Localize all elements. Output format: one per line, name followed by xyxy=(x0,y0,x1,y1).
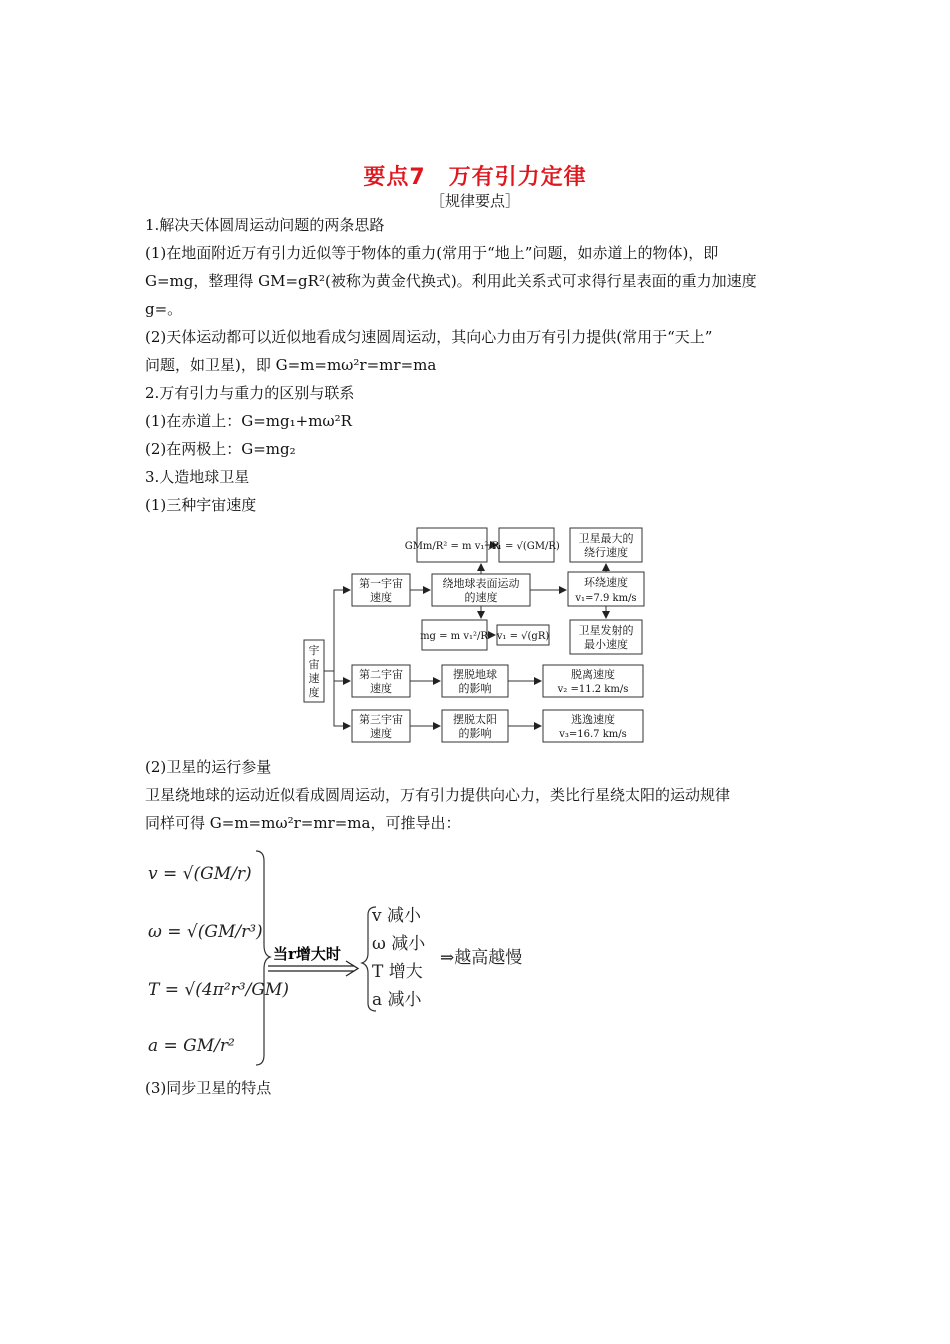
section-subtitle: ［规律要点］ xyxy=(429,192,520,210)
second-label: 第二宇宙 xyxy=(359,668,403,681)
orbit-speed-value: v₁=7.9 km/s xyxy=(575,593,637,604)
escape-sun-label: 摆脱太阳 xyxy=(453,713,497,726)
result-v: v 减小 xyxy=(372,906,422,926)
condition-label: 当r增大时 xyxy=(273,945,341,963)
paragraph-line: (1)在赤道上：G=mg₁+mω²R xyxy=(145,412,352,430)
orbit-speed-label: 环绕速度 xyxy=(584,576,628,589)
flee-speed-value: v₃=16.7 km/s xyxy=(559,729,627,740)
paragraph-line: g=。 xyxy=(145,300,183,318)
eq-accel: a = GM/r² xyxy=(148,1036,235,1056)
formula-v1-gr: v₁ = √(gR) xyxy=(496,631,550,642)
paragraph-line: (2)卫星的运行参量 xyxy=(145,758,272,776)
right-brace xyxy=(256,851,270,1065)
root-label: 宇 xyxy=(308,644,320,657)
orbit-surface-label: 绕地球表面运动 xyxy=(442,577,520,590)
result-accel: a 减小 xyxy=(372,990,422,1010)
escape-sun-label: 的影响 xyxy=(458,727,492,740)
third-label: 第三宇宙 xyxy=(359,713,403,726)
paragraph-line: 问题，如卫星)，即 G=m=mω²r=mr=ma xyxy=(145,356,437,374)
paragraph-line: 卫星绕地球的运动近似看成圆周运动，万有引力提供向心力，类比行星绕太阳的运动规律 xyxy=(145,786,731,804)
eq-omega: ω = √(GM/r³) xyxy=(148,922,263,942)
root-label: 度 xyxy=(308,686,320,699)
heading-2: 2.万有引力与重力的区别与联系 xyxy=(145,384,355,402)
max-orbit-label: 绕行速度 xyxy=(584,546,628,559)
heading-1: 1.解决天体圆周运动问题的两条思路 xyxy=(145,216,385,234)
formula-gm: GMm/R² = m v₁²/R xyxy=(404,541,500,552)
paragraph-line: (1)在地面附近万有引力近似等于物体的重力(常用于“地上”问题，如赤道上的物体)，即 xyxy=(145,244,719,262)
paragraph-line: (2)天体运动都可以近似地看成匀速圆周运动，其向心力由万有引力提供(常用于“天上” xyxy=(145,328,713,346)
first-label: 速度 xyxy=(370,591,392,604)
paragraph-line: (1)三种宇宙速度 xyxy=(145,496,257,514)
paragraph-line: (3)同步卫星的特点 xyxy=(145,1079,272,1097)
max-orbit-label: 卫星最大的 xyxy=(578,532,634,545)
paragraph-line: 同样可得 G=m=mω²r=mr=ma，可推导出： xyxy=(145,814,461,832)
escape-earth-label: 的影响 xyxy=(458,682,492,695)
conclusion: ⇒越高越慢 xyxy=(440,948,523,968)
eq-v: v = √(GM/r) xyxy=(148,864,252,884)
eq-period: T = √(4π²r³/GM) xyxy=(148,980,289,1000)
root-label: 宙 xyxy=(308,658,320,671)
result-omega: ω 减小 xyxy=(372,934,426,954)
min-launch-label: 最小速度 xyxy=(584,638,628,651)
escape-speed-label: 脱离速度 xyxy=(571,668,615,681)
orbit-surface-label: 的速度 xyxy=(464,591,498,604)
min-launch-label: 卫星发射的 xyxy=(578,624,634,637)
cosmic-speed-diagram xyxy=(300,522,650,750)
implies-arrow xyxy=(268,961,358,976)
escape-earth-label: 摆脱地球 xyxy=(453,668,497,681)
satellite-params-diagram xyxy=(140,845,560,1075)
paragraph-line: (2)在两极上：G=mg₂ xyxy=(145,440,296,458)
escape-speed-value: v₂ =11.2 km/s xyxy=(557,684,629,695)
root-label: 速 xyxy=(308,672,320,685)
formula-v1-gm: v₁ = √(GM/R) xyxy=(492,541,560,552)
heading-3: 3.人造地球卫星 xyxy=(145,468,250,486)
second-label: 速度 xyxy=(370,682,392,695)
third-label: 速度 xyxy=(370,727,392,740)
page-title: 要点7 万有引力定律 xyxy=(363,165,587,190)
formula-mg: mg = m v₁²/R xyxy=(420,631,488,642)
first-label: 第一宇宙 xyxy=(359,577,403,590)
flee-speed-label: 逃逸速度 xyxy=(571,713,615,726)
result-period: T 增大 xyxy=(372,962,423,982)
paragraph-line: G=mg，整理得 GM=gR²(被称为黄金代换式)。利用此关系式可求得行星表面的重力加速度 xyxy=(145,272,757,290)
